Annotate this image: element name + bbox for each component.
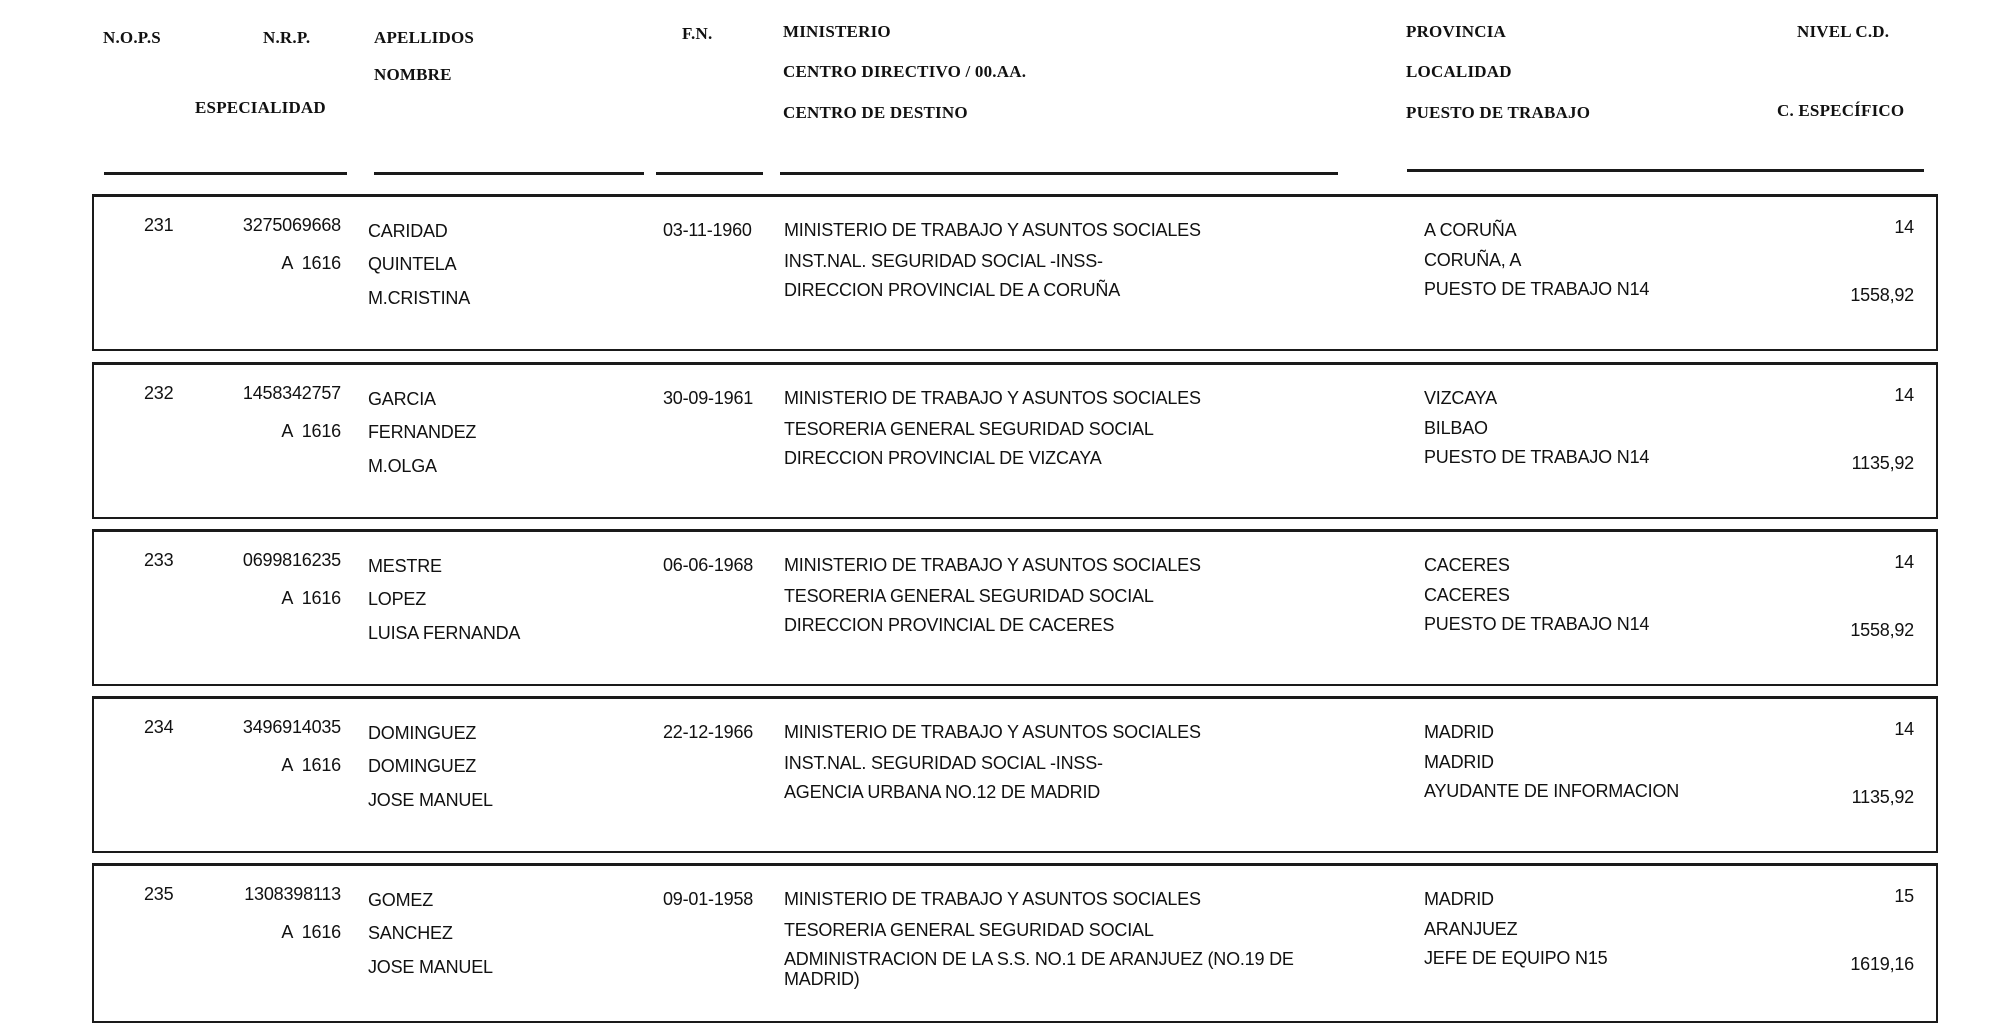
record-ministerio: MINISTERIO DE TRABAJO Y ASUNTOS SOCIALES xyxy=(784,889,1201,909)
record-apellido2: LOPEZ xyxy=(368,589,427,609)
record-nivel: 15 xyxy=(1894,886,1914,906)
record-centro-directivo: TESORERIA GENERAL SEGURIDAD SOCIAL xyxy=(784,586,1154,606)
record-nombre: M.CRISTINA xyxy=(368,288,471,308)
record-box xyxy=(92,194,1938,351)
header-underline-nops-nrp xyxy=(104,172,347,175)
header-especialidad: ESPECIALIDAD xyxy=(195,98,326,117)
record-nops: 233 xyxy=(144,550,174,570)
record-centro-directivo: INST.NAL. SEGURIDAD SOCIAL -INSS- xyxy=(784,251,1103,271)
record-apellido1: DOMINGUEZ xyxy=(368,723,477,743)
header-nrp: N.R.P. xyxy=(263,28,311,47)
record-apellido1: GOMEZ xyxy=(368,890,433,910)
record-centro-destino: DIRECCION PROVINCIAL DE A CORUÑA xyxy=(784,280,1120,300)
header-puesto: PUESTO DE TRABAJO xyxy=(1406,103,1591,122)
record-fn: 09-01-1958 xyxy=(663,889,754,909)
record-box xyxy=(92,529,1938,686)
record-nops: 234 xyxy=(144,717,174,737)
record-provincia: CACERES xyxy=(1424,555,1510,575)
record-nivel: 14 xyxy=(1894,719,1914,739)
record-centro-directivo: TESORERIA GENERAL SEGURIDAD SOCIAL xyxy=(784,419,1154,439)
record-localidad: CORUÑA, A xyxy=(1424,250,1522,270)
record-localidad: MADRID xyxy=(1424,752,1494,772)
record-centro-directivo: INST.NAL. SEGURIDAD SOCIAL -INSS- xyxy=(784,753,1103,773)
record-puesto: PUESTO DE TRABAJO N14 xyxy=(1424,279,1650,299)
record-puesto: AYUDANTE DE INFORMACION xyxy=(1424,781,1680,801)
record-nivel: 14 xyxy=(1894,552,1914,572)
header-ministerio: MINISTERIO xyxy=(783,22,891,41)
record-nombre: JOSE MANUEL xyxy=(368,790,493,810)
record-centro-destino: DIRECCION PROVINCIAL DE CACERES xyxy=(784,615,1115,635)
record-apellido1: GARCIA xyxy=(368,389,436,409)
record-apellido2: QUINTELA xyxy=(368,254,457,274)
header-underline-ministerio xyxy=(780,172,1338,175)
record-box xyxy=(92,362,1938,519)
record-puesto: JEFE DE EQUIPO N15 xyxy=(1424,948,1608,968)
header-nops: N.O.P.S xyxy=(103,28,161,47)
record-especialidad: A 1616 xyxy=(281,755,341,775)
header-underline-fn xyxy=(656,172,763,175)
record-especifico: 1619,16 xyxy=(1850,954,1914,974)
record-nivel: 14 xyxy=(1894,217,1914,237)
record-centro-destino: AGENCIA URBANA NO.12 DE MADRID xyxy=(784,782,1101,802)
record-ministerio: MINISTERIO DE TRABAJO Y ASUNTOS SOCIALES xyxy=(784,555,1201,575)
record-ministerio: MINISTERIO DE TRABAJO Y ASUNTOS SOCIALES xyxy=(784,388,1201,408)
record-provincia: MADRID xyxy=(1424,722,1494,742)
record-nombre: LUISA FERNANDA xyxy=(368,623,521,643)
record-localidad: CACERES xyxy=(1424,585,1510,605)
record-fn: 22-12-1966 xyxy=(663,722,754,742)
record-especialidad: A 1616 xyxy=(281,922,341,942)
record-especialidad: A 1616 xyxy=(281,421,341,441)
record-box xyxy=(92,863,1938,1023)
record-nombre: JOSE MANUEL xyxy=(368,957,493,977)
record-fn: 03-11-1960 xyxy=(663,220,752,240)
record-especialidad: A 1616 xyxy=(281,588,341,608)
record-nops: 232 xyxy=(144,383,174,403)
header-centro-destino: CENTRO DE DESTINO xyxy=(783,103,968,122)
record-especifico: 1135,92 xyxy=(1851,453,1914,473)
record-centro-destino: ADMINISTRACION DE LA S.S. NO.1 DE ARANJUEZ (NO.19 DE MADRID) xyxy=(784,949,1294,989)
header-especifico: C. ESPECÍFICO xyxy=(1777,101,1905,120)
header-underline-provincia xyxy=(1407,169,1924,172)
header-localidad: LOCALIDAD xyxy=(1406,62,1512,81)
record-provincia: MADRID xyxy=(1424,889,1494,909)
record-fn: 30-09-1961 xyxy=(663,388,754,408)
record-centro-directivo: TESORERIA GENERAL SEGURIDAD SOCIAL xyxy=(784,920,1154,940)
header-provincia: PROVINCIA xyxy=(1406,22,1507,41)
record-apellido1: CARIDAD xyxy=(368,221,448,241)
record-apellido2: SANCHEZ xyxy=(368,923,453,943)
record-ministerio: MINISTERIO DE TRABAJO Y ASUNTOS SOCIALES xyxy=(784,220,1201,240)
record-nops: 235 xyxy=(144,884,174,904)
record-box xyxy=(92,696,1938,853)
record-nivel: 14 xyxy=(1894,385,1914,405)
record-nombre: M.OLGA xyxy=(368,456,437,476)
record-nops: 231 xyxy=(144,215,174,235)
header-centro-directivo: CENTRO DIRECTIVO / 00.AA. xyxy=(783,62,1027,81)
record-provincia: A CORUÑA xyxy=(1424,220,1517,240)
record-nrp: 3496914035 xyxy=(242,717,341,737)
record-apellido1: MESTRE xyxy=(368,556,442,576)
header-fn: F.N. xyxy=(682,24,713,43)
record-centro-destino: DIRECCION PROVINCIAL DE VIZCAYA xyxy=(784,448,1102,468)
record-apellido2: FERNANDEZ xyxy=(368,422,477,442)
record-nrp: 1308398113 xyxy=(244,884,341,904)
record-puesto: PUESTO DE TRABAJO N14 xyxy=(1424,447,1650,467)
header-nombre: NOMBRE xyxy=(374,65,452,84)
record-especifico: 1558,92 xyxy=(1850,285,1914,305)
record-nrp: 1458342757 xyxy=(242,383,341,403)
record-nrp: 3275069668 xyxy=(242,215,341,235)
record-localidad: ARANJUEZ xyxy=(1424,919,1518,939)
record-especifico: 1558,92 xyxy=(1850,620,1914,640)
header-apellidos: APELLIDOS xyxy=(374,28,475,47)
record-localidad: BILBAO xyxy=(1424,418,1488,438)
header-nivel: NIVEL C.D. xyxy=(1797,22,1890,41)
record-apellido2: DOMINGUEZ xyxy=(368,756,477,776)
record-puesto: PUESTO DE TRABAJO N14 xyxy=(1424,614,1650,634)
record-fn: 06-06-1968 xyxy=(663,555,754,575)
record-especialidad: A 1616 xyxy=(281,253,341,273)
record-provincia: VIZCAYA xyxy=(1424,388,1497,408)
record-ministerio: MINISTERIO DE TRABAJO Y ASUNTOS SOCIALES xyxy=(784,722,1201,742)
record-nrp: 0699816235 xyxy=(242,550,341,570)
header-underline-apellidos xyxy=(374,172,644,175)
record-especifico: 1135,92 xyxy=(1851,787,1914,807)
